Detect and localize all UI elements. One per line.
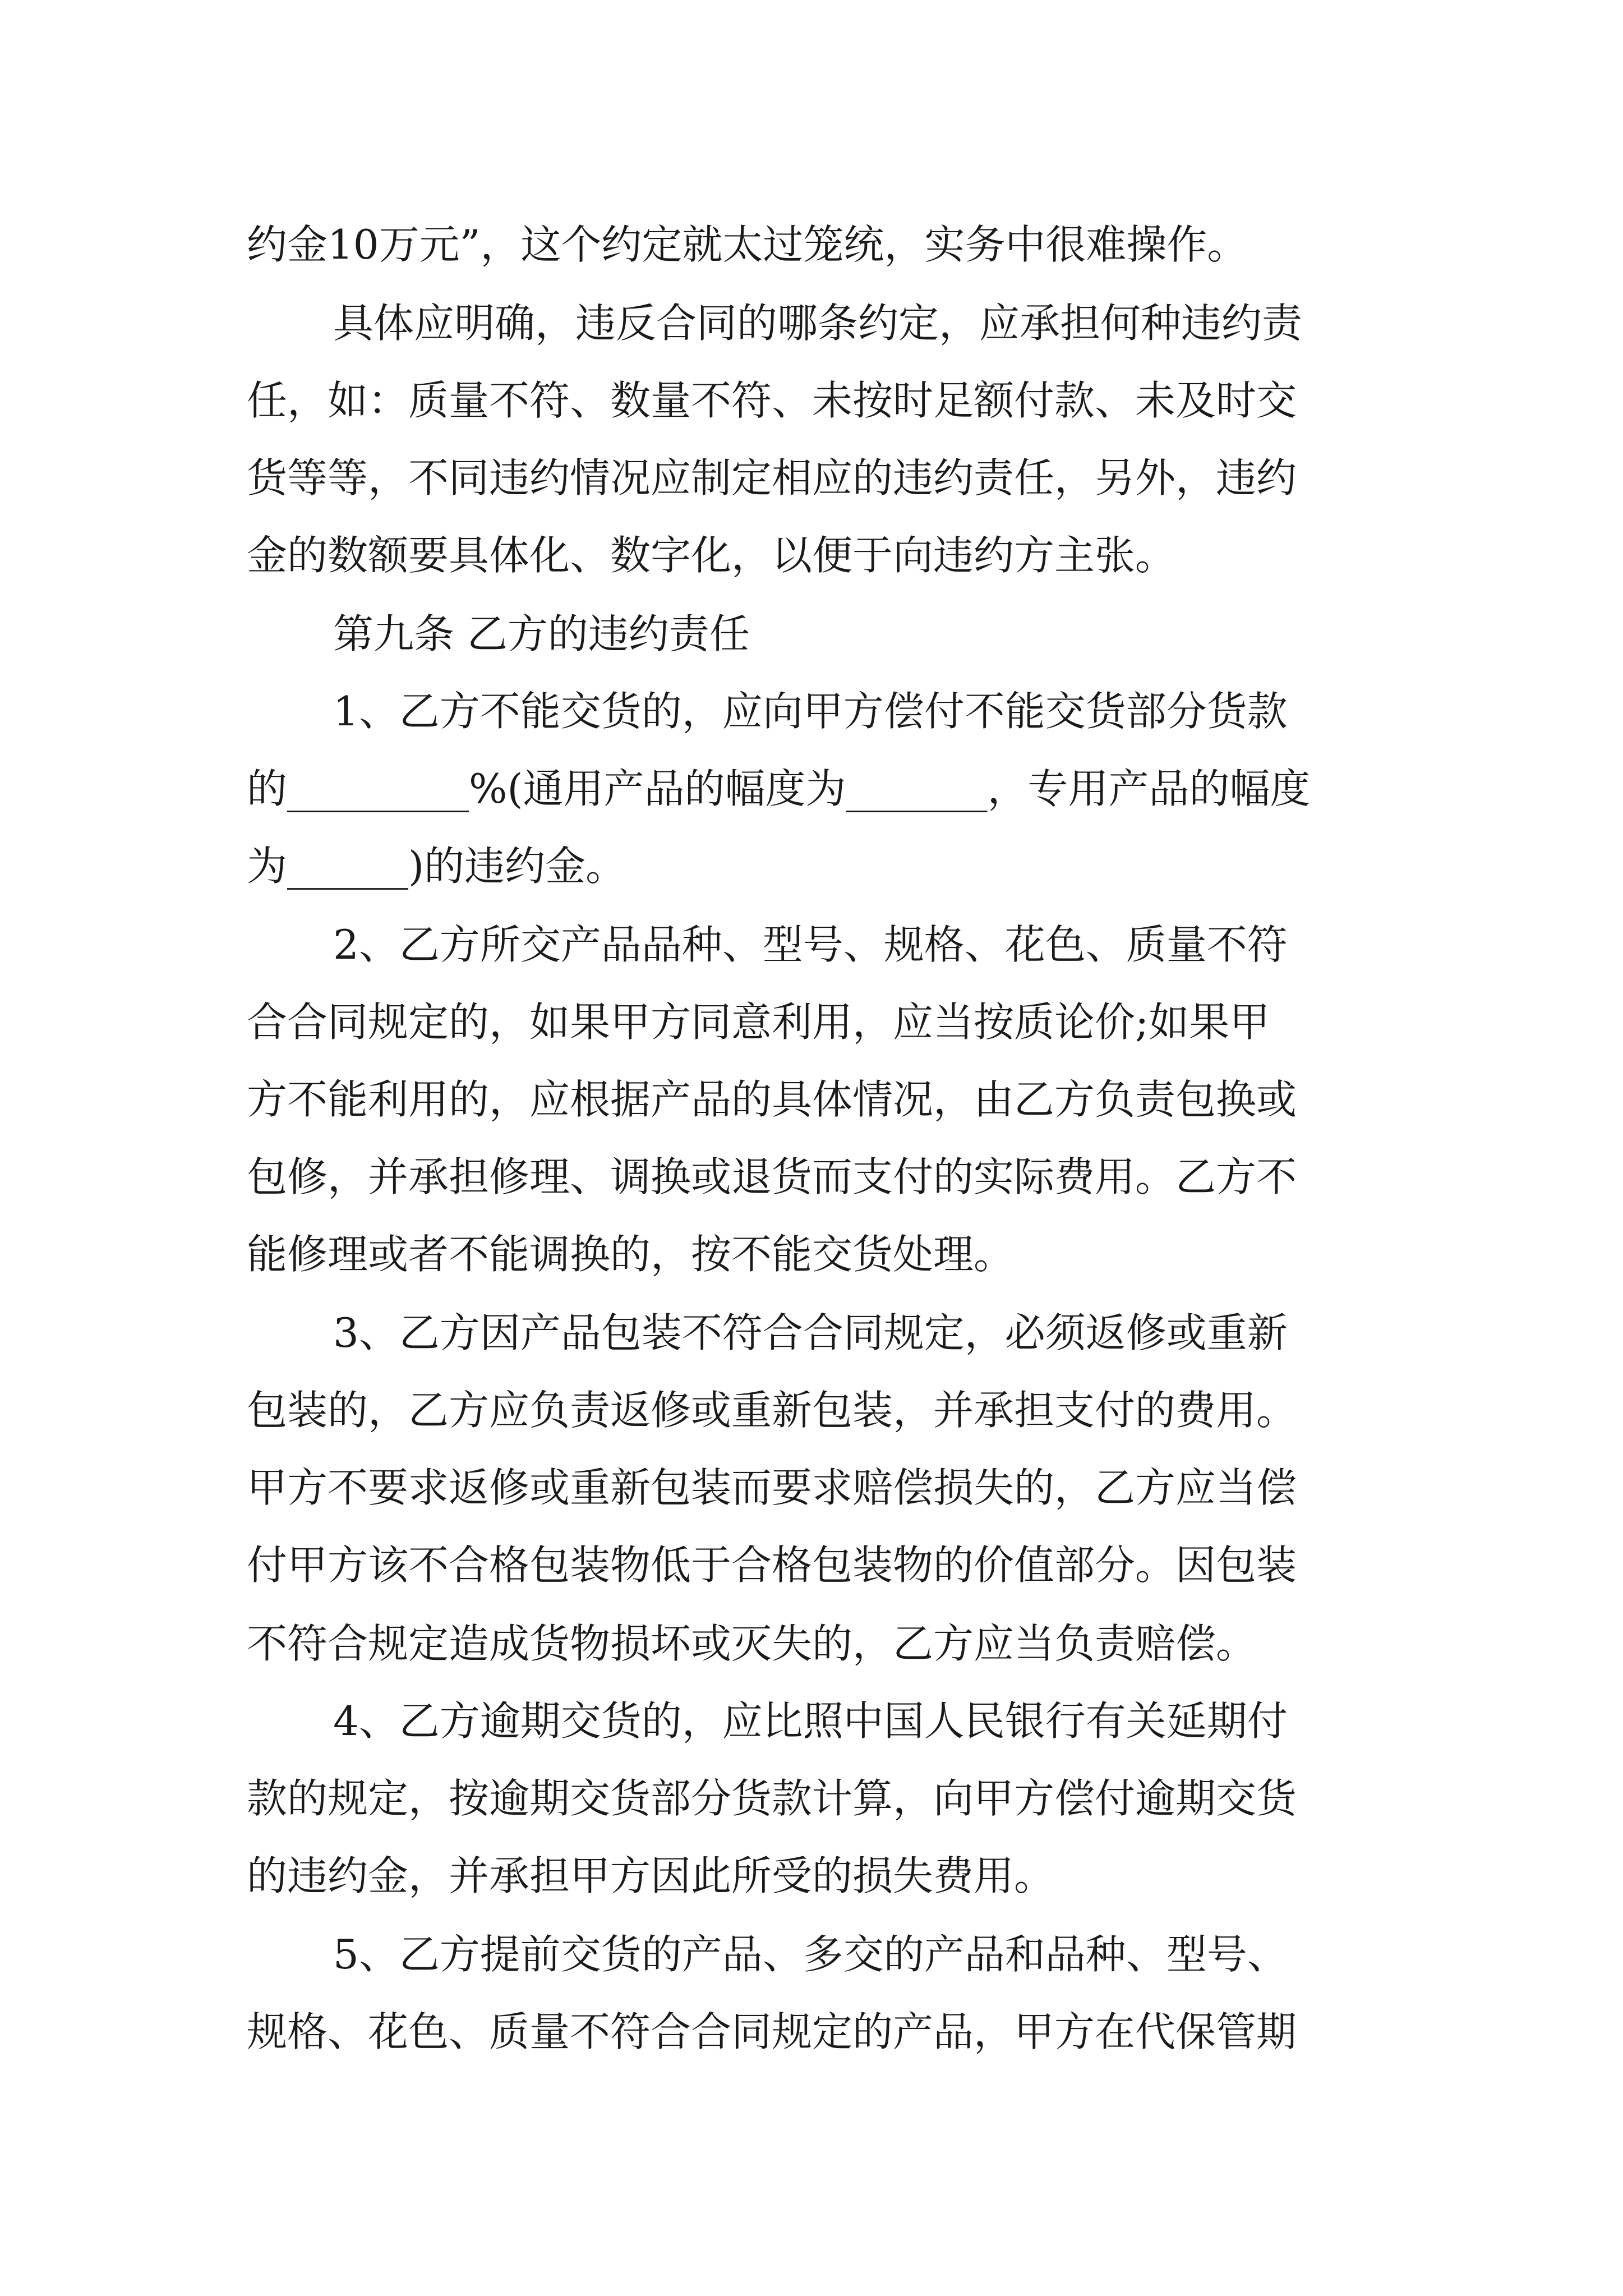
text-line: 货等等，不同违约情况应制定相应的违约责任，另外，违约 (247, 454, 1297, 501)
text-line: 能修理或者不能调换的，按不能交货处理。 (247, 1231, 1015, 1278)
text-line: 的违约金，并承担甲方因此所受的损失费用。 (247, 1852, 1055, 1899)
text-line: 约金10万元”，这个约定就太过笼统，实务中很难操作。 (247, 221, 1248, 268)
text-line: 付甲方该不合格包装物低于合格包装物的价值部分。因包装 (247, 1542, 1297, 1589)
text-line: 包装的，乙方应负责返修或重新包装，并承担支付的费用。 (247, 1387, 1297, 1434)
text-line: 5、乙方提前交货的产品、多交的产品和品种、型号、 (333, 1931, 1288, 1978)
text-line: 规格、花色、质量不符合合同规定的产品，甲方在代保管期 (247, 2008, 1297, 2055)
text-line: 款的规定，按逾期交货部分货款计算，向甲方偿付逾期交货 (247, 1775, 1297, 1822)
text-line: 4、乙方逾期交货的，应比照中国人民银行有关延期付 (333, 1697, 1288, 1745)
text-line: 方不能利用的，应根据产品的具体情况，由乙方负责包换或 (247, 1076, 1297, 1123)
text-line: 甲方不要求返修或重新包装而要求赔偿损失的，乙方应当偿 (247, 1464, 1297, 1511)
text-line: 3、乙方因产品包装不符合合同规定，必须返修或重新 (333, 1309, 1288, 1356)
text-line: 不符合规定造成货物损坏或灭失的，乙方应当负责赔偿。 (247, 1620, 1257, 1667)
text-line: 2、乙方所交产品品种、型号、规格、花色、质量不符 (333, 921, 1288, 968)
text-line: 任，如：质量不符、数量不符、未按时足额付款、未及时交 (247, 377, 1297, 424)
section-heading: 第九条 乙方的违约责任 (333, 610, 750, 657)
text-line: 的_________%(通用产品的幅度为_______，专用产品的幅度 (247, 765, 1311, 812)
text-line: 1、乙方不能交货的，应向甲方偿付不能交货部分货款 (333, 688, 1288, 735)
text-line: 合合同规定的，如果甲方同意利用，应当按质论价;如果甲 (247, 999, 1270, 1046)
text-line: 金的数额要具体化、数字化，以便于向违约方主张。 (247, 532, 1176, 579)
text-line: 包修，并承担修理、调换或退货而支付的实际费用。乙方不 (247, 1153, 1297, 1200)
text-line: 为______)的违约金。 (247, 843, 626, 890)
text-line: 具体应明确，违反合同的哪条约定，应承担何种违约责 (333, 300, 1303, 347)
